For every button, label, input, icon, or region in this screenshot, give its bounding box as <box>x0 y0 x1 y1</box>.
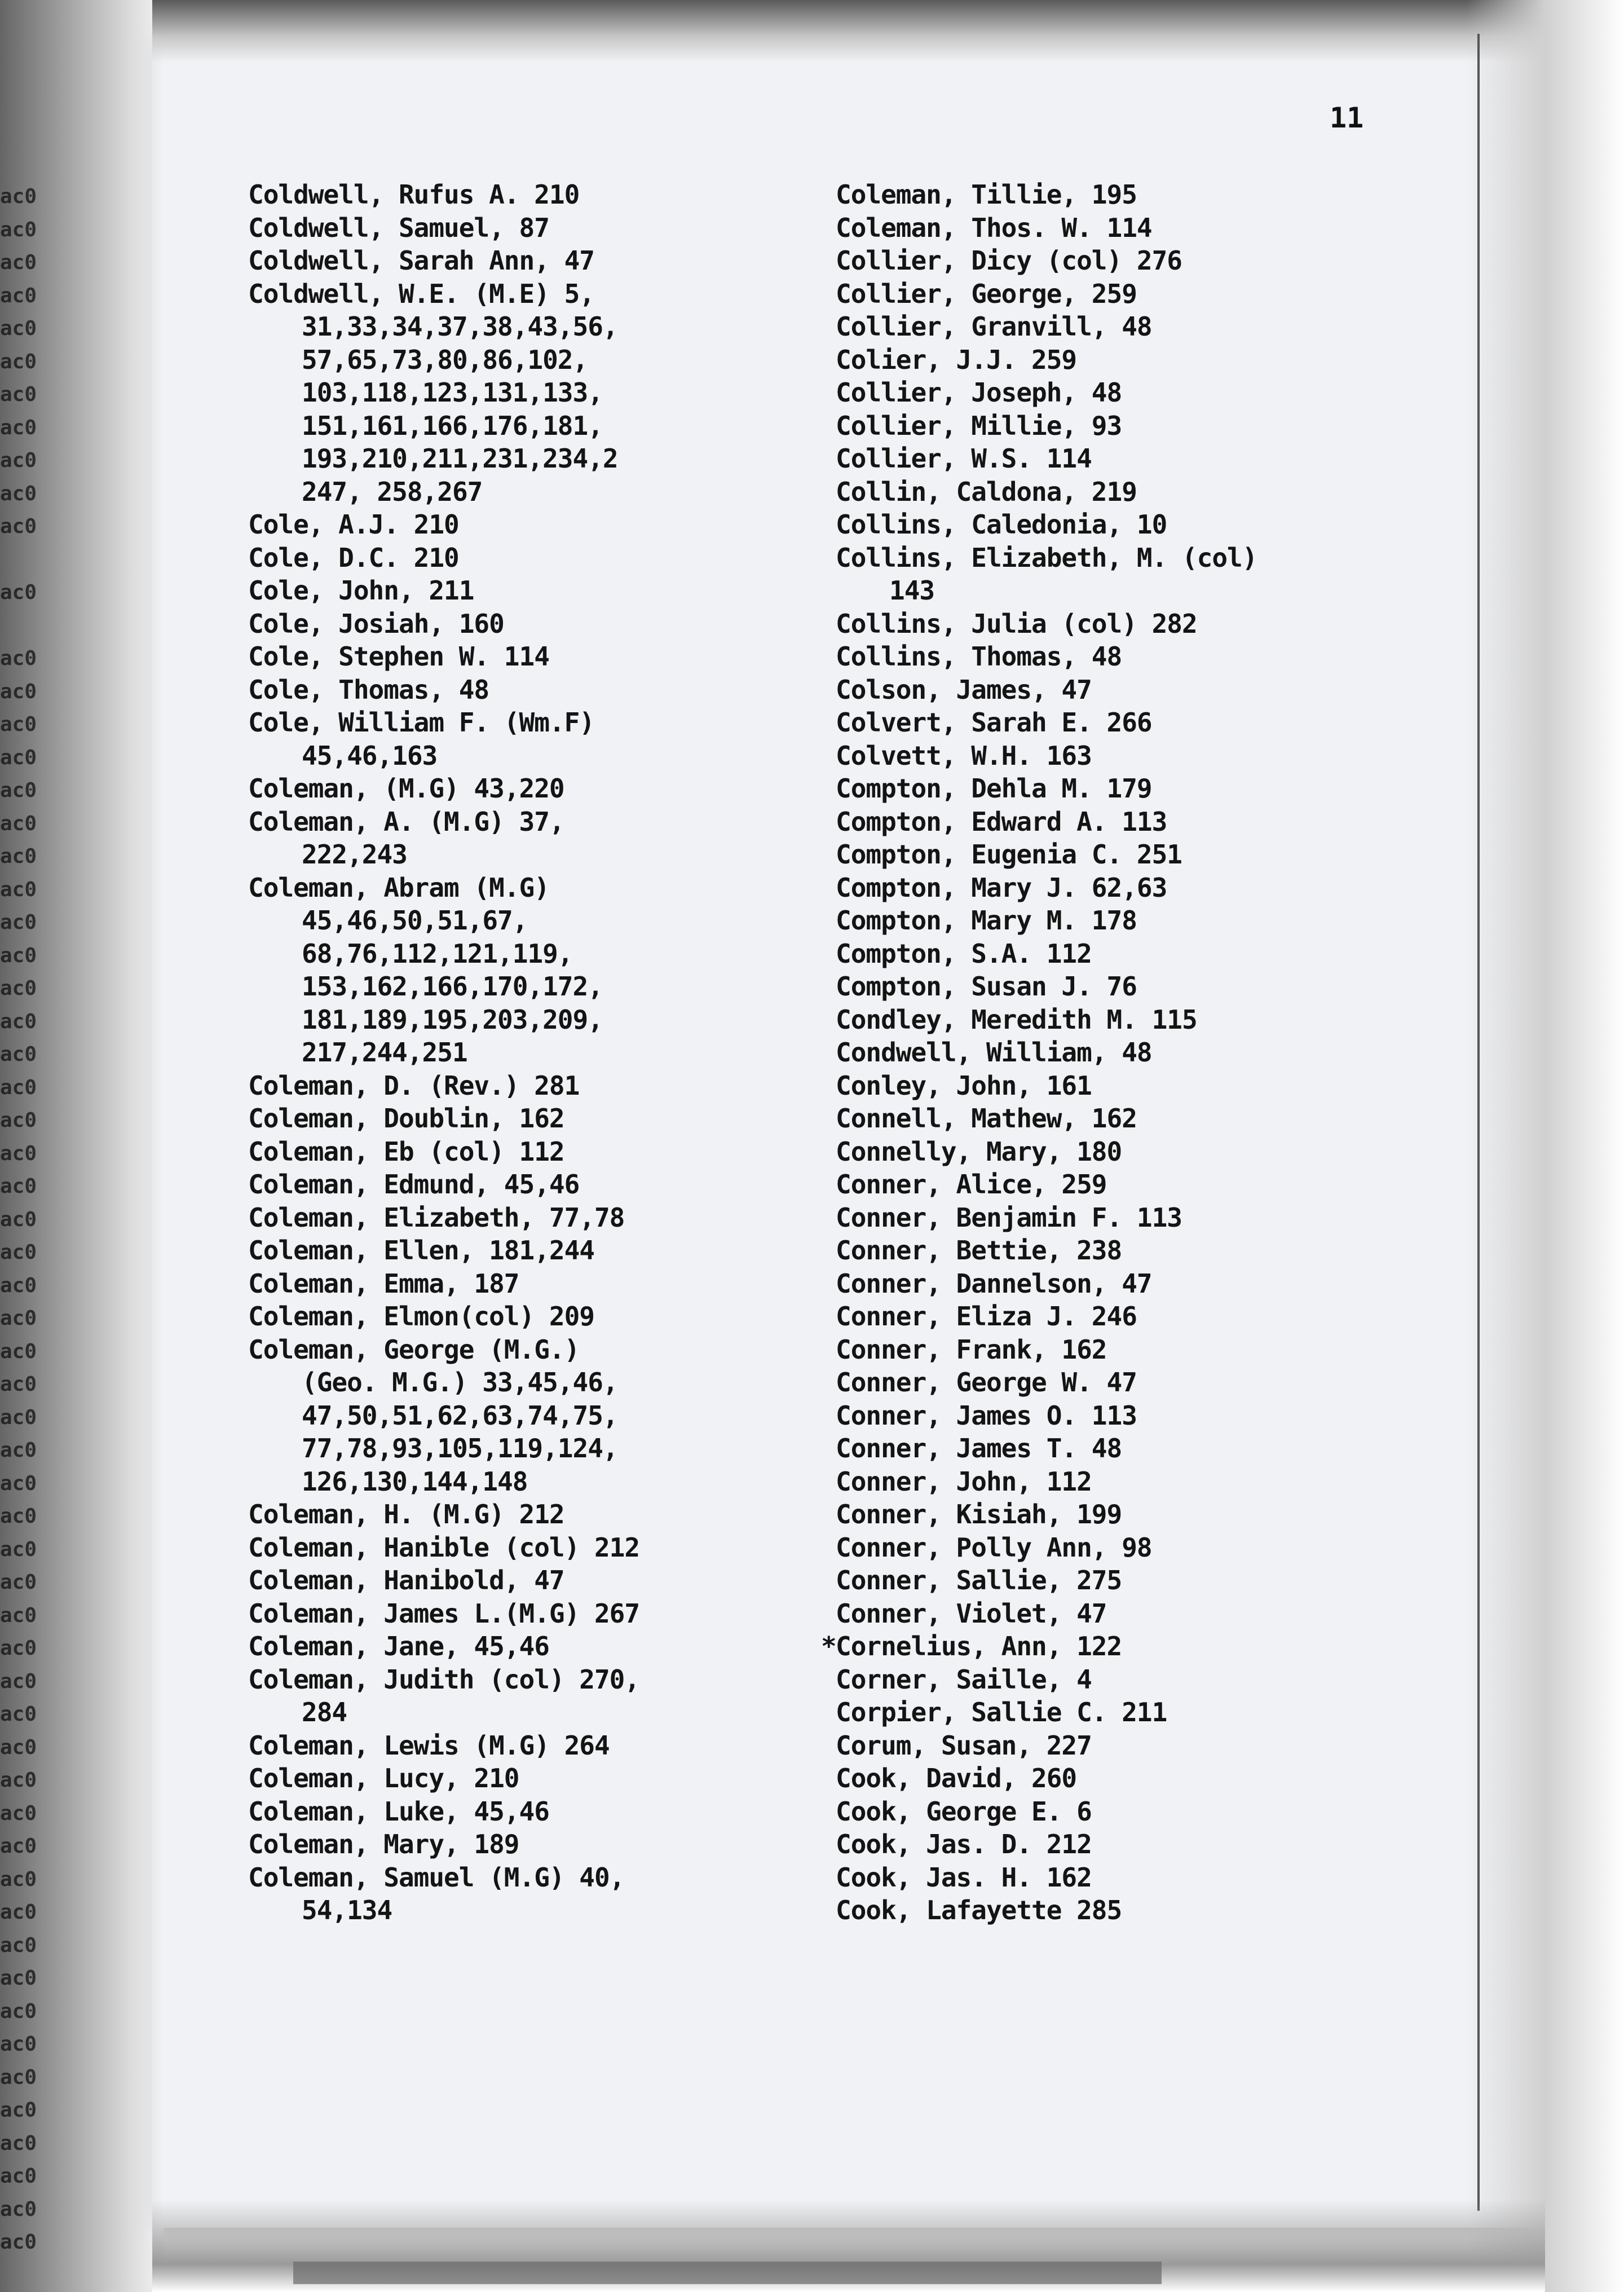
bleed-mark: ac0 <box>0 1933 37 1957</box>
index-entry-text: Cornelius, Ann, 122 <box>836 1631 1122 1661</box>
index-entry: Conner, George W. 47 <box>836 1367 1137 1398</box>
bleed-mark: ac0 <box>0 1669 37 1693</box>
index-entry-continuation: 193,210,211,231,234,2 <box>302 443 618 474</box>
bleed-mark: ac0 <box>0 1537 37 1561</box>
index-entry: Coleman, Abram (M.G) <box>248 872 549 903</box>
index-entry: Conner, Eliza J. 246 <box>836 1301 1137 1332</box>
index-entry-continuation: 45,46,50,51,67, <box>302 905 528 936</box>
index-entry: Cole, John, 211 <box>248 575 474 606</box>
index-entry: Coleman, Doublin, 162 <box>248 1103 564 1134</box>
bleed-mark: ac0 <box>0 1241 37 1264</box>
index-entry: Compton, Mary M. 178 <box>836 905 1137 936</box>
index-entry: Conner, James T. 48 <box>836 1433 1122 1464</box>
index-entry: Conner, Frank, 162 <box>836 1334 1107 1365</box>
bleed-mark: ac0 <box>0 1603 37 1627</box>
bleed-mark: ac0 <box>0 1471 37 1495</box>
scan-shadow-right <box>1466 0 1624 2292</box>
index-entry: Collier, Joseph, 48 <box>836 377 1122 408</box>
bleed-mark: ac0 <box>0 284 37 307</box>
index-entry: Cole, A.J. 210 <box>248 509 459 540</box>
index-entry: Compton, Edward A. 113 <box>836 806 1167 837</box>
bleed-mark: ac0 <box>0 449 37 472</box>
index-entry: Coleman, Lucy, 210 <box>248 1763 519 1793</box>
bleed-mark: ac0 <box>0 482 37 505</box>
index-entry-continuation: 143 <box>889 575 935 606</box>
index-entry: Corpier, Sallie C. 211 <box>836 1697 1167 1727</box>
bleed-mark: ac0 <box>0 218 37 241</box>
bleed-mark: ac0 <box>0 1769 37 1792</box>
bleed-mark: ac0 <box>0 1439 37 1462</box>
index-entry: Coleman, H. (M.G) 212 <box>248 1499 564 1530</box>
index-entry: Collins, Elizabeth, M. (col) <box>836 542 1257 573</box>
index-entry: Coleman, Emma, 187 <box>248 1268 519 1299</box>
index-entry: Coleman, Elizabeth, 77,78 <box>248 1202 625 1233</box>
index-entry: Condwell, William, 48 <box>836 1037 1152 1068</box>
bleed-mark: ac0 <box>0 2131 37 2155</box>
bleed-mark: ac0 <box>0 1273 37 1297</box>
bleed-mark: ac0 <box>0 1835 37 1858</box>
bleed-mark: ac0 <box>0 1901 37 1924</box>
index-entry: Coleman, Samuel (M.G) 40, <box>248 1862 625 1893</box>
bleed-mark: ac0 <box>0 383 37 406</box>
index-entry: Conner, Bettie, 238 <box>836 1235 1122 1266</box>
index-entry-continuation: 153,162,166,170,172, <box>302 971 603 1002</box>
index-entry-continuation: (Geo. M.G.) 33,45,46, <box>302 1367 618 1398</box>
index-entry: Collins, Caledonia, 10 <box>836 509 1167 540</box>
index-entry: Coleman, Elmon(col) 209 <box>248 1301 594 1332</box>
index-entry: Conley, John, 161 <box>836 1070 1092 1101</box>
bleed-mark: ac0 <box>0 1010 37 1033</box>
bleed-mark: ac0 <box>0 713 37 736</box>
index-entry: Connelly, Mary, 180 <box>836 1136 1122 1167</box>
scan-shadow-strip <box>293 2262 1162 2284</box>
index-entry-continuation: 181,189,195,203,209, <box>302 1004 603 1035</box>
bleed-mark: ac0 <box>0 1076 37 1099</box>
bleed-mark: ac0 <box>0 977 37 1000</box>
bleed-mark <box>0 610 45 643</box>
index-entry: Coldwell, W.E. (M.E) 5, <box>248 278 594 309</box>
bleed-mark: ac0 <box>0 2197 37 2221</box>
index-entry: Compton, Mary J. 62,63 <box>836 872 1167 903</box>
index-entry: Conner, John, 112 <box>836 1466 1092 1497</box>
index-entry-continuation: 151,161,166,176,181, <box>302 410 603 441</box>
index-entry-continuation: 45,46,163 <box>302 740 438 771</box>
index-entry: Conner, Violet, 47 <box>836 1598 1107 1629</box>
bleed-mark: ac0 <box>0 1109 37 1132</box>
index-entry: Coleman, Ellen, 181,244 <box>248 1235 594 1266</box>
index-entry: Cook, Jas. H. 162 <box>836 1862 1092 1893</box>
index-entry-continuation: 247, 258,267 <box>302 476 483 507</box>
index-entry: Cook, George E. 6 <box>836 1796 1092 1827</box>
bleed-mark: ac0 <box>0 251 37 274</box>
index-entry-continuation: 284 <box>302 1697 347 1727</box>
index-entry-continuation: 126,130,144,148 <box>302 1466 528 1497</box>
bleed-mark: ac0 <box>0 416 37 439</box>
bleed-mark: ac0 <box>0 1405 37 1429</box>
facing-page-bleed-text <box>0 180 45 2259</box>
bleed-mark: ac0 <box>0 317 37 340</box>
index-entry: Cole, Josiah, 160 <box>248 608 504 639</box>
index-entry: Coleman, George (M.G.) <box>248 1334 580 1365</box>
index-entry: Coldwell, Samuel, 87 <box>248 212 549 243</box>
index-entry: Coleman, Luke, 45,46 <box>248 1796 549 1827</box>
index-entry: Cole, William F. (Wm.F) <box>248 707 594 738</box>
index-entry: Collier, Granvill, 48 <box>836 311 1152 342</box>
bleed-mark: ac0 <box>0 1307 37 1330</box>
index-entry: Coleman, D. (Rev.) 281 <box>248 1070 580 1101</box>
bleed-mark: ac0 <box>0 1967 37 1990</box>
bleed-mark: ac0 <box>0 515 37 538</box>
index-entry: Corner, Saille, 4 <box>836 1664 1092 1695</box>
index-entry: Conner, Benjamin F. 113 <box>836 1202 1182 1233</box>
bleed-mark: ac0 <box>0 2231 37 2254</box>
index-entry: Connell, Mathew, 162 <box>836 1103 1137 1134</box>
bleed-mark: ac0 <box>0 746 37 769</box>
index-entry: Coleman, (M.G) 43,220 <box>248 773 564 804</box>
bleed-mark: ac0 <box>0 2033 37 2056</box>
bleed-mark: ac0 <box>0 2099 37 2122</box>
index-entry: Cole, Thomas, 48 <box>248 674 489 705</box>
bleed-mark: ac0 <box>0 1505 37 1528</box>
bleed-mark: ac0 <box>0 1571 37 1594</box>
bleed-mark: ac0 <box>0 1703 37 1726</box>
index-entry: Conner, Sallie, 275 <box>836 1565 1122 1595</box>
index-entry: Coleman, Eb (col) 112 <box>248 1136 564 1167</box>
index-entry: Compton, Dehla M. 179 <box>836 773 1152 804</box>
bleed-mark: ac0 <box>0 1207 37 1231</box>
index-entry: Cole, D.C. 210 <box>248 542 459 573</box>
bleed-mark: ac0 <box>0 812 37 835</box>
asterisk-mark: * <box>821 1631 836 1661</box>
page-edge-line <box>1477 34 1480 2211</box>
index-entry: Conner, James O. 113 <box>836 1400 1137 1431</box>
index-entry-continuation: 54,134 <box>302 1895 392 1925</box>
index-entry: Coleman, Thos. W. 114 <box>836 212 1152 243</box>
index-entry: Coleman, James L.(M.G) 267 <box>248 1598 640 1629</box>
bleed-mark: ac0 <box>0 647 37 670</box>
bleed-mark: ac0 <box>0 581 37 604</box>
index-entry: Coleman, Hanible (col) 212 <box>248 1532 640 1563</box>
index-entry: Collins, Julia (col) 282 <box>836 608 1197 639</box>
bleed-mark: ac0 <box>0 1043 37 1066</box>
index-entry: Conner, Kisiah, 199 <box>836 1499 1122 1530</box>
bleed-mark: ac0 <box>0 1141 37 1165</box>
bleed-mark: ac0 <box>0 350 37 373</box>
index-entry: Coldwell, Sarah Ann, 47 <box>248 245 594 276</box>
index-entry: Cook, Lafayette 285 <box>836 1895 1122 1925</box>
index-entry: Conner, Polly Ann, 98 <box>836 1532 1152 1563</box>
index-entry: Compton, S.A. 112 <box>836 938 1092 969</box>
index-entry-continuation: 31,33,34,37,38,43,56, <box>302 311 618 342</box>
index-entry: Corum, Susan, 227 <box>836 1730 1092 1761</box>
index-entry: Cook, Jas. D. 212 <box>836 1829 1092 1859</box>
index-entry-continuation: 217,244,251 <box>302 1037 467 1068</box>
bleed-mark: ac0 <box>0 1175 37 1198</box>
bleed-mark: ac0 <box>0 1373 37 1396</box>
index-entry: Collier, W.S. 114 <box>836 443 1092 474</box>
bleed-mark: ac0 <box>0 779 37 802</box>
index-entry: Cook, David, 260 <box>836 1763 1077 1793</box>
bleed-mark: ac0 <box>0 185 37 208</box>
bleed-mark: ac0 <box>0 680 37 703</box>
bleed-mark: ac0 <box>0 1801 37 1825</box>
index-entry: Coleman, Edmund, 45,46 <box>248 1169 580 1200</box>
index-entry: Colvett, W.H. 163 <box>836 740 1092 771</box>
index-entry: Coleman, Judith (col) 270, <box>248 1664 640 1695</box>
index-entry: Compton, Susan J. 76 <box>836 971 1137 1002</box>
index-entry: Conner, Dannelson, 47 <box>836 1268 1152 1299</box>
index-entry: Coleman, Jane, 45,46 <box>248 1631 549 1661</box>
bleed-mark <box>0 544 45 577</box>
index-entry-continuation: 222,243 <box>302 839 407 870</box>
bleed-mark: ac0 <box>0 1999 37 2023</box>
scan-shadow-top <box>152 0 1545 62</box>
bleed-mark: ac0 <box>0 1867 37 1891</box>
index-entry: Collier, Dicy (col) 276 <box>836 245 1182 276</box>
index-entry-continuation: 77,78,93,105,119,124, <box>302 1433 618 1464</box>
index-entry: Cole, Stephen W. 114 <box>248 641 549 672</box>
bleed-mark: ac0 <box>0 1339 37 1363</box>
index-entry-continuation: 57,65,73,80,86,102, <box>302 344 588 375</box>
index-entry-starred <box>821 1630 1433 1663</box>
index-entry-continuation: 68,76,112,121,119, <box>302 938 573 969</box>
index-entry: Collins, Thomas, 48 <box>836 641 1122 672</box>
index-column-right <box>821 178 1433 1927</box>
index-entry: Coleman, Lewis (M.G) 264 <box>248 1730 610 1761</box>
index-entry: Coldwell, Rufus A. 210 <box>248 179 580 210</box>
index-entry: Conner, Alice, 259 <box>836 1169 1107 1200</box>
bleed-mark: ac0 <box>0 2165 37 2188</box>
index-entry: Collier, Millie, 93 <box>836 410 1122 441</box>
bleed-mark: ac0 <box>0 944 37 967</box>
index-entry: Coleman, A. (M.G) 37, <box>248 806 564 837</box>
index-entry: Condley, Meredith M. 115 <box>836 1004 1197 1035</box>
bleed-mark: ac0 <box>0 878 37 901</box>
bleed-mark: ac0 <box>0 1637 37 1660</box>
bleed-mark: ac0 <box>0 845 37 868</box>
page-number: 11 <box>1330 102 1364 134</box>
index-entry-continuation: 103,118,123,131,133, <box>302 377 603 408</box>
index-entry: Collier, George, 259 <box>836 278 1137 309</box>
bleed-mark: ac0 <box>0 1735 37 1759</box>
index-column-left <box>248 178 812 1927</box>
bleed-mark: ac0 <box>0 911 37 934</box>
index-entry: Colvert, Sarah E. 266 <box>836 707 1152 738</box>
index-entry: Coleman, Mary, 189 <box>248 1829 519 1859</box>
index-entry: Collin, Caldona, 219 <box>836 476 1137 507</box>
index-entry: Coleman, Tillie, 195 <box>836 179 1137 210</box>
index-entry: Colier, J.J. 259 <box>836 344 1077 375</box>
index-entry-continuation: 47,50,51,62,63,74,75, <box>302 1400 618 1431</box>
index-entry: Colson, James, 47 <box>836 674 1092 705</box>
index-entry: Compton, Eugenia C. 251 <box>836 839 1182 870</box>
bleed-mark: ac0 <box>0 2065 37 2089</box>
index-entry: Coleman, Hanibold, 47 <box>248 1565 564 1595</box>
